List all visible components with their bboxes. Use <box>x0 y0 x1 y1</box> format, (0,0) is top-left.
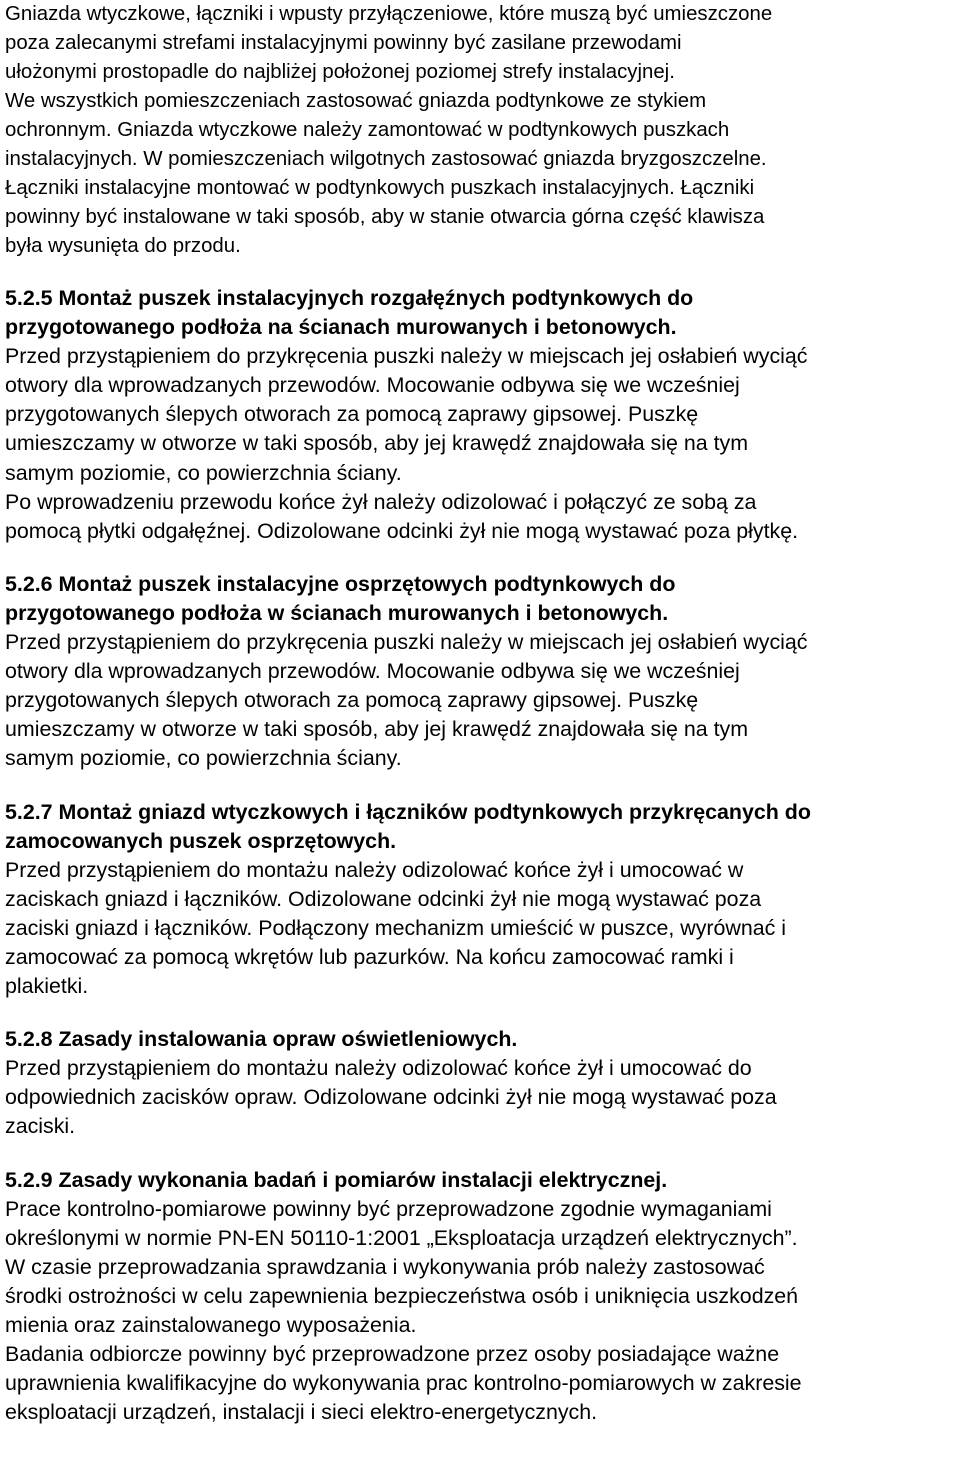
section-5-2-7 <box>5 798 960 1002</box>
section-heading: zamocowanych puszek osprzętowych. <box>5 828 397 853</box>
section-heading: 5.2.7 Montaż gniazd wtyczkowych i łączników podtynkowych przykręcanych do <box>5 799 811 824</box>
section-5-2-6 <box>5 570 960 774</box>
section-5-2-9 <box>5 1166 960 1428</box>
text-line: określonymi w normie PN-EN 50110-1:2001 „Eksploatacja urządzeń elektrycznych”. <box>5 1225 798 1250</box>
text-line: Przed przystąpieniem do przykręcenia puszki należy w miejscach jej osłabień wyciąć <box>5 344 808 369</box>
section-heading: 5.2.5 Montaż puszek instalacyjnych rozgałęźnych podtynkowych do <box>5 286 694 310</box>
text-line: zamocować za pomocą wkrętów lub pazurków. Na końcu zamocować ramki i <box>5 944 734 969</box>
text-line: samym poziomie, co powierzchnia ściany. <box>5 746 402 771</box>
text-line: Badania odbiorcze powinny być przeprowadzone przez osoby posiadające ważne <box>5 1342 780 1367</box>
text-line: zaciski gniazd i łączników. Podłączony mechanizm umieścić w puszce, wyrównać i <box>5 915 787 940</box>
text-line: pomocą płytki odgałęźnej. Odizolowane odcinki żył nie mogą wystawać poza płytkę. <box>5 518 799 543</box>
text-line: instalacyjnych. W pomieszczeniach wilgotnych zastosować gniazda bryzgoszczelne. <box>5 148 767 170</box>
text-line: środki ostrożności w celu zapewnienia bezpieczeństwa osób i uniknięcia uszkodzeń <box>5 1283 799 1308</box>
text-line: Gniazda wtyczkowe, łączniki i wpusty przyłączeniowe, które muszą być umieszczone <box>5 3 773 25</box>
section-heading: przygotowanego podłoża w ścianach murowanych i betonowych. <box>5 600 669 625</box>
section-heading: 5.2.9 Zasady wykonania badań i pomiarów instalacji elektrycznej. <box>5 1167 668 1192</box>
text-line: zaciski. <box>5 1114 76 1139</box>
text-line: umieszczamy w otworze w taki sposób, aby jej krawędź znajdowała się na tym <box>5 717 749 742</box>
text-line: samym poziomie, co powierzchnia ściany. <box>5 460 402 485</box>
text-line: Przed przystąpieniem do montażu należy odizolować końce żył i umocować do <box>5 1056 752 1081</box>
text-line: Po wprowadzeniu przewodu końce żył należy odizolować i połączyć ze sobą za <box>5 489 757 514</box>
text-line: była wysunięta do przodu. <box>5 235 241 257</box>
text-line: uprawnienia kwalifikacyjne do wykonywania prac kontrolno-pomiarowych w zakresie <box>5 1371 802 1396</box>
document-page <box>5 0 960 1427</box>
text-line: Przed przystąpieniem do montażu należy odizolować końce żył i umocować w <box>5 857 744 882</box>
text-line: mienia oraz zainstalowanego wyposażenia. <box>5 1313 417 1337</box>
text-line: We wszystkich pomieszczeniach zastosować gniazda podtynkowe ze stykiem <box>5 90 707 112</box>
intro-paragraph <box>5 0 960 261</box>
text-line: przygotowanych ślepych otworach za pomocą zaprawy gipsowej. Puszkę <box>5 402 699 427</box>
text-line: umieszczamy w otworze w taki sposób, aby jej krawędź znajdowała się na tym <box>5 431 749 456</box>
text-line: poza zalecanymi strefami instalacyjnymi powinny być zasilane przewodami <box>5 32 682 54</box>
section-heading: 5.2.6 Montaż puszek instalacyjne osprzętowych podtynkowych do <box>5 571 676 596</box>
text-line: przygotowanych ślepych otworach za pomocą zaprawy gipsowej. Puszkę <box>5 688 699 713</box>
text-line: zaciskach gniazd i łączników. Odizolowane odcinki żył nie mogą wystawać poza <box>5 886 762 911</box>
section-5-2-8 <box>5 1025 960 1141</box>
text-line: ochronnym. Gniazda wtyczkowe należy zamontować w podtynkowych puszkach <box>5 119 730 141</box>
text-line: eksploatacji urządzeń, instalacji i sieci elektro-energetycznych. <box>5 1400 598 1425</box>
section-heading: 5.2.8 Zasady instalowania opraw oświetleniowych. <box>5 1027 518 1052</box>
text-line: powinny być instalowane w taki sposób, aby w stanie otwarcia górna część klawisza <box>5 206 765 228</box>
text-line: Przed przystąpieniem do przykręcenia puszki należy w miejscach jej osłabień wyciąć <box>5 630 808 655</box>
text-line: Łączniki instalacyjne montować w podtynkowych puszkach instalacyjnych. Łączniki <box>5 177 755 199</box>
text-line: W czasie przeprowadzania sprawdzania i wykonywania prób należy zastosować <box>5 1254 765 1279</box>
text-line: plakietki. <box>5 974 89 999</box>
text-line: odpowiednich zacisków opraw. Odizolowane odcinki żył nie mogą wystawać poza <box>5 1085 777 1110</box>
section-heading: przygotowanego podłoża na ścianach murowanych i betonowych. <box>5 315 677 340</box>
text-line: ułożonymi prostopadle do najbliżej położonej poziomej strefy instalacyjnej. <box>5 61 675 83</box>
text-line: otwory dla wprowadzanych przewodów. Mocowanie odbywa się we wcześniej <box>5 373 740 398</box>
text-line: otwory dla wprowadzanych przewodów. Mocowanie odbywa się we wcześniej <box>5 659 740 684</box>
section-5-2-5 <box>5 284 960 546</box>
text-line: Prace kontrolno-pomiarowe powinny być przeprowadzone zgodnie wymaganiami <box>5 1196 772 1221</box>
